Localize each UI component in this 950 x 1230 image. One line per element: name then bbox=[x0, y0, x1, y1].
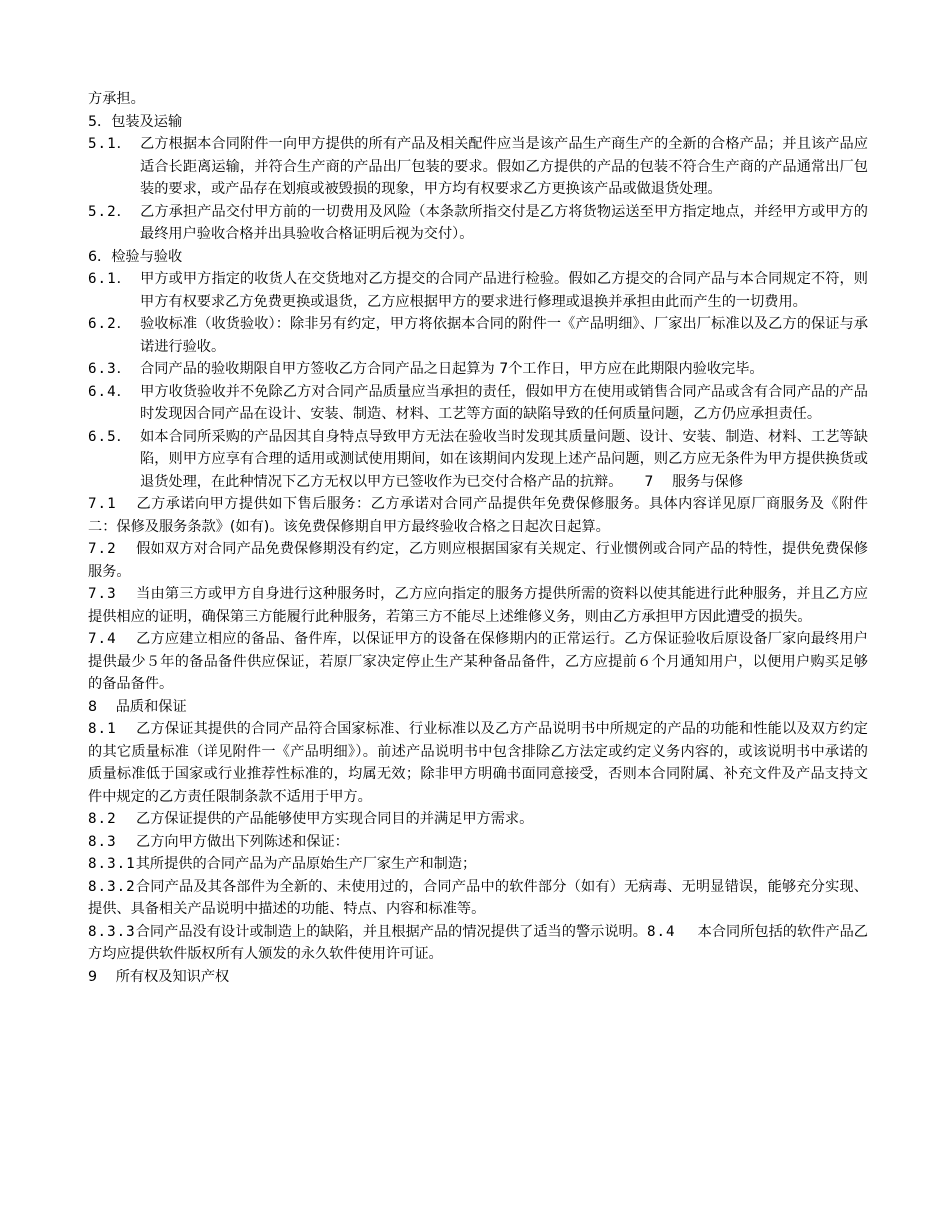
clause-8-3-2 bbox=[88, 876, 868, 921]
clause-8-3-3 bbox=[88, 921, 868, 966]
clause-text: 如本合同所采购的产品因其自身特点导致甲方无法在验收当时发现其质量问题、设计、安装、制造、材料、工艺等缺陷，则甲方应享有合理的适用或测试使用期间，如在该期间内发现上述产品问题，则乙方应无条件为甲方提供换货或退货处理，在此种情况下乙方无权以甲方已签收作为已交付合格产品的抗辩。 bbox=[140, 428, 868, 490]
clause-6-1 bbox=[88, 268, 868, 313]
clause-number: 8.3.1 bbox=[88, 856, 136, 872]
clause-text: 验收标准（收货验收）：除非另有约定，甲方将依据本合同的附件一《产品明细》、厂家出厂标准以及乙方的保证与承诺进行验收。 bbox=[140, 316, 868, 355]
clause-text: 乙方应建立相应的备品、备件库，以保证甲方的设备在保修期内的正常运行。乙方保证验收后原设备厂家向最终用户提供最少５年的备品备件供应保证，若原厂家决定停止生产某种备品备件，乙方应提前６个月通知用户，以便用户购买足够的备品备件。 bbox=[88, 631, 868, 692]
clause-text: 合同产品没有设计或制造上的缺陷，并且根据产品的情况提供了适当的警示说明。 bbox=[135, 923, 647, 940]
clause-number: 5.2． bbox=[88, 203, 132, 220]
clause-number: 6.5． bbox=[88, 428, 132, 445]
clause-number: 6.1． bbox=[88, 271, 132, 287]
clause-number: 8.3.2 bbox=[88, 878, 136, 895]
section-heading-8: 8 品质和保证 bbox=[88, 698, 187, 715]
clause-6-5 bbox=[88, 426, 868, 494]
clause-text: 乙方根据本合同附件一向甲方提供的所有产品及相关配件应当是该产品生产商生产的全新的合格产品；并且该产品应适合长距离运输，并符合生产商的产品出厂包装的要求。假如乙方提供的产品的包装不符合生产商的产品通常出厂包装的要求，或产品存在划痕或被毁损的现象，甲方均有权要求乙方更换该产品或做退货处理。 bbox=[140, 136, 868, 197]
clause-number: 6.3． bbox=[88, 361, 132, 377]
clause-text: 甲方收货验收并不免除乙方对合同产品质量应当承担的责任，假如甲方在使用或销售合同产品或含有合同产品的产品时发现因合同产品在设计、安装、制造、材料、工艺等方面的缺陷导致的任何质量问题，乙方仍应承担责任。 bbox=[140, 383, 868, 422]
clause-number: 7.4 bbox=[88, 631, 117, 647]
clause-7-1 bbox=[88, 493, 868, 538]
clause-number: 5.1． bbox=[88, 136, 132, 152]
clause-number: 8.3 bbox=[88, 833, 117, 850]
clause-text: 乙方保证提供的产品能够使甲方实现合同目的并满足甲方需求。 bbox=[136, 811, 534, 827]
clause-number: 8.4 bbox=[646, 923, 676, 940]
paragraph-continuation: 方承担。 bbox=[88, 91, 145, 107]
clause-text: 乙方保证其提供的合同产品符合国家标准、行业标准以及乙方产品说明书中所规定的产品的功能和性能以及双方约定的其它质量标准（详见附件一《产品明细》）。前述产品说明书中包含排除乙方法定或约定义务内容的，或该说明书中承诺的质量标准低于国家或行业推荐性标准的，均属无效；除非甲方明确书面同意接受，否则本合同附属、补充文件及产品支持文件中规定的乙方责任限制条款不适用于甲方。 bbox=[88, 721, 868, 805]
clause-number: 7.3 bbox=[88, 586, 117, 602]
clause-8-4-text: 本合同所包括的软件产品乙方均应提供软件版权所有人颁发的永久软件使用许可证。 bbox=[88, 923, 868, 962]
section-heading-7: 7 服务与保修 bbox=[644, 473, 744, 490]
section-heading-6: 6．检验与验收 bbox=[88, 248, 183, 265]
clause-text: 其所提供的合同产品为产品原始生产厂家生产和制造； bbox=[135, 856, 477, 872]
clause-number: 8.3.3 bbox=[88, 923, 136, 940]
clause-text: 假如双方对合同产品免费保修期没有约定，乙方则应根据国家有关规定、行业惯例或合同产品的特性，提供免费保修服务。 bbox=[88, 541, 868, 580]
clause-number: 8.1 bbox=[88, 721, 117, 737]
clause-number: 7.1 bbox=[88, 496, 117, 512]
clause-7-2 bbox=[88, 538, 868, 583]
clause-7-4 bbox=[88, 628, 868, 696]
clause-text: 甲方或甲方指定的收货人在交货地对乙方提交的合同产品进行检验。假如乙方提交的合同产品与本合同规定不符，则甲方有权要求乙方免费更换或退货，乙方应根据甲方的要求进行修理或退换并承担由此而产生的一切费用。 bbox=[140, 271, 868, 310]
clause-8-3-1 bbox=[88, 853, 868, 876]
clause-text: 当由第三方或甲方自身进行这种服务时，乙方应向指定的服务方提供所需的资料以使其能进行此种服务，并且乙方应提供相应的证明，确保第三方能履行此种服务，若第三方不能尽上述维修义务，则由乙方承担甲方因此遭受的损失。 bbox=[88, 586, 868, 625]
clause-8-3 bbox=[88, 831, 868, 854]
clause-6-3 bbox=[88, 358, 868, 381]
clause-number: 6.2． bbox=[88, 316, 132, 332]
clause-5-2 bbox=[88, 201, 868, 246]
clause-8-1 bbox=[88, 718, 868, 808]
clause-number: 7.2 bbox=[88, 541, 117, 557]
clause-6-2 bbox=[88, 313, 868, 358]
clause-text: 合同产品及其各部件为全新的、未使用过的，合同产品中的软件部分（如有）无病毒、无明显错误，能够充分实现、提供、具备相关产品说明中描述的功能、特点、内容和标准等。 bbox=[88, 878, 868, 917]
clause-text: 乙方承诺向甲方提供如下售后服务：乙方承诺对合同产品提供年免费保修服务。具体内容详见原厂商服务及《附件二：保修及服务条款》(如有)。该免费保修期自甲方最终验收合格之日起次日起算。 bbox=[88, 496, 868, 535]
clause-7-3 bbox=[88, 583, 868, 628]
clause-number: 6.4． bbox=[88, 383, 132, 400]
section-heading-5: 5．包装及运输 bbox=[88, 113, 183, 130]
clause-8-2 bbox=[88, 808, 868, 831]
section-heading-9: 9 所有权及知识产权 bbox=[88, 968, 230, 985]
clause-text: 乙方向甲方做出下列陈述和保证： bbox=[136, 833, 349, 850]
clause-number: 8.2 bbox=[88, 811, 117, 827]
clause-5-1 bbox=[88, 133, 868, 201]
contract-document bbox=[88, 88, 868, 988]
clause-text: 合同产品的验收期限自甲方签收乙方合同产品之日起算为 7个工作日，甲方应在此期限内验收完毕。 bbox=[140, 361, 764, 377]
clause-6-4 bbox=[88, 381, 868, 426]
clause-text: 乙方承担产品交付甲方前的一切费用及风险（本条款所指交付是乙方将货物运送至甲方指定地点，并经甲方或甲方的最终用户验收合格并出具验收合格证明后视为交付）。 bbox=[140, 203, 868, 242]
